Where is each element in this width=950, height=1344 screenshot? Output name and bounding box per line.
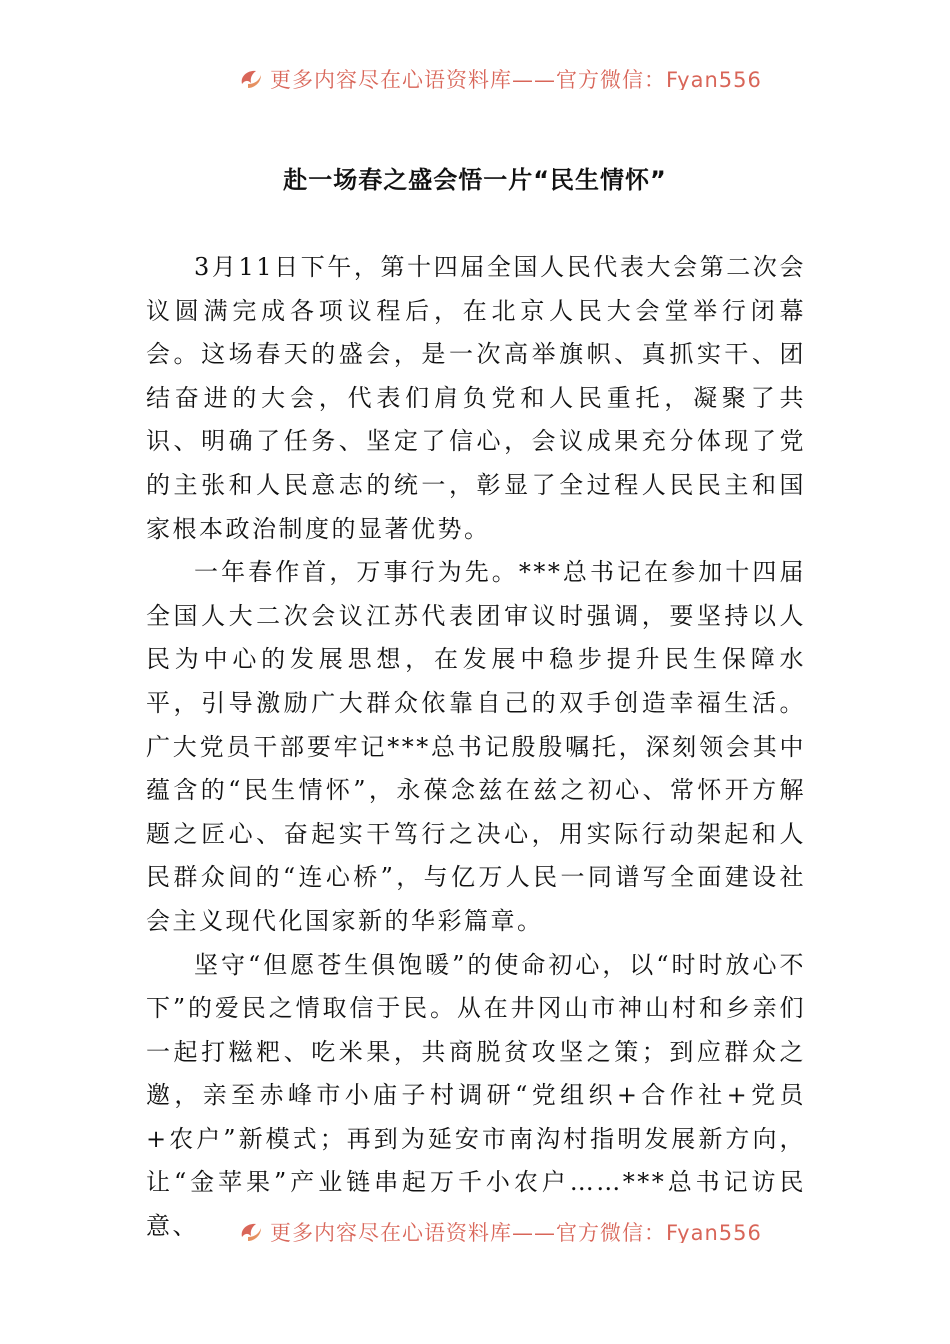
leaf-swirl-logo-icon	[238, 1221, 264, 1243]
paragraph-1: 3月11日下午，第十四届全国人民代表大会第二次会议圆满完成各项议程后，在北京人民大会堂举行闭幕会。这场春天的盛会，是一次高举旗帜、真抓实干、团结奋进的大会，代表们肩负党和人民重托，凝聚了共识、明确了任务、坚定了信心，会议成果充分体现了党的主张和人民意志的统一，彰显了全过程人民民主和国家根本政治制度的显著优势。	[146, 253, 806, 543]
paragraph-3: 坚守“但愿苍生俱饱暖”的使命初心，以“时时放心不下”的爱民之情取信于民。从在井冈山市神山村和乡亲们一起打糍粑、吃米果，共商脱贫攻坚之策；到应群众之邀，亲至赤峰市小庙子村调研“党组织+合作社+党员+农户”新模式；再到为延安市南沟村指明发展新方向，让“金苹果”产业链串起万千小农户……***总书记访民意、	[146, 950, 806, 1241]
watermark-row	[238, 1217, 762, 1243]
watermark-row	[238, 64, 762, 90]
document-body	[146, 246, 806, 1249]
watermark-text: 更多内容尽在心语资料库——官方微信：Fyan556	[270, 68, 762, 90]
paragraph-2: 一年春作首，万事行为先。***总书记在参加十四届全国人大二次会议江苏代表团审议时强调，要坚持以人民为中心的发展思想，在发展中稳步提升民生保障水平，引导激励广大群众依靠自己的双手创造幸福生活。广大党员干部要牢记***总书记殷殷嘱托，深刻领会其中蕴含的“民生情怀”，永葆念兹在兹之初心、常怀开方解题之匠心、奋起实干笃行之决心，用实际行动架起和人民群众间的“连心桥”，与亿万人民一同谱写全面建设社会主义现代化国家新的华彩篇章。	[146, 558, 806, 935]
watermark-header	[0, 50, 950, 90]
document-title: 赴一场春之盛会悟一片“民生情怀”	[283, 166, 667, 194]
watermark-text: 更多内容尽在心语资料库——官方微信：Fyan556	[270, 1221, 762, 1243]
watermark-footer	[0, 1203, 950, 1243]
leaf-swirl-logo-icon	[238, 68, 264, 90]
